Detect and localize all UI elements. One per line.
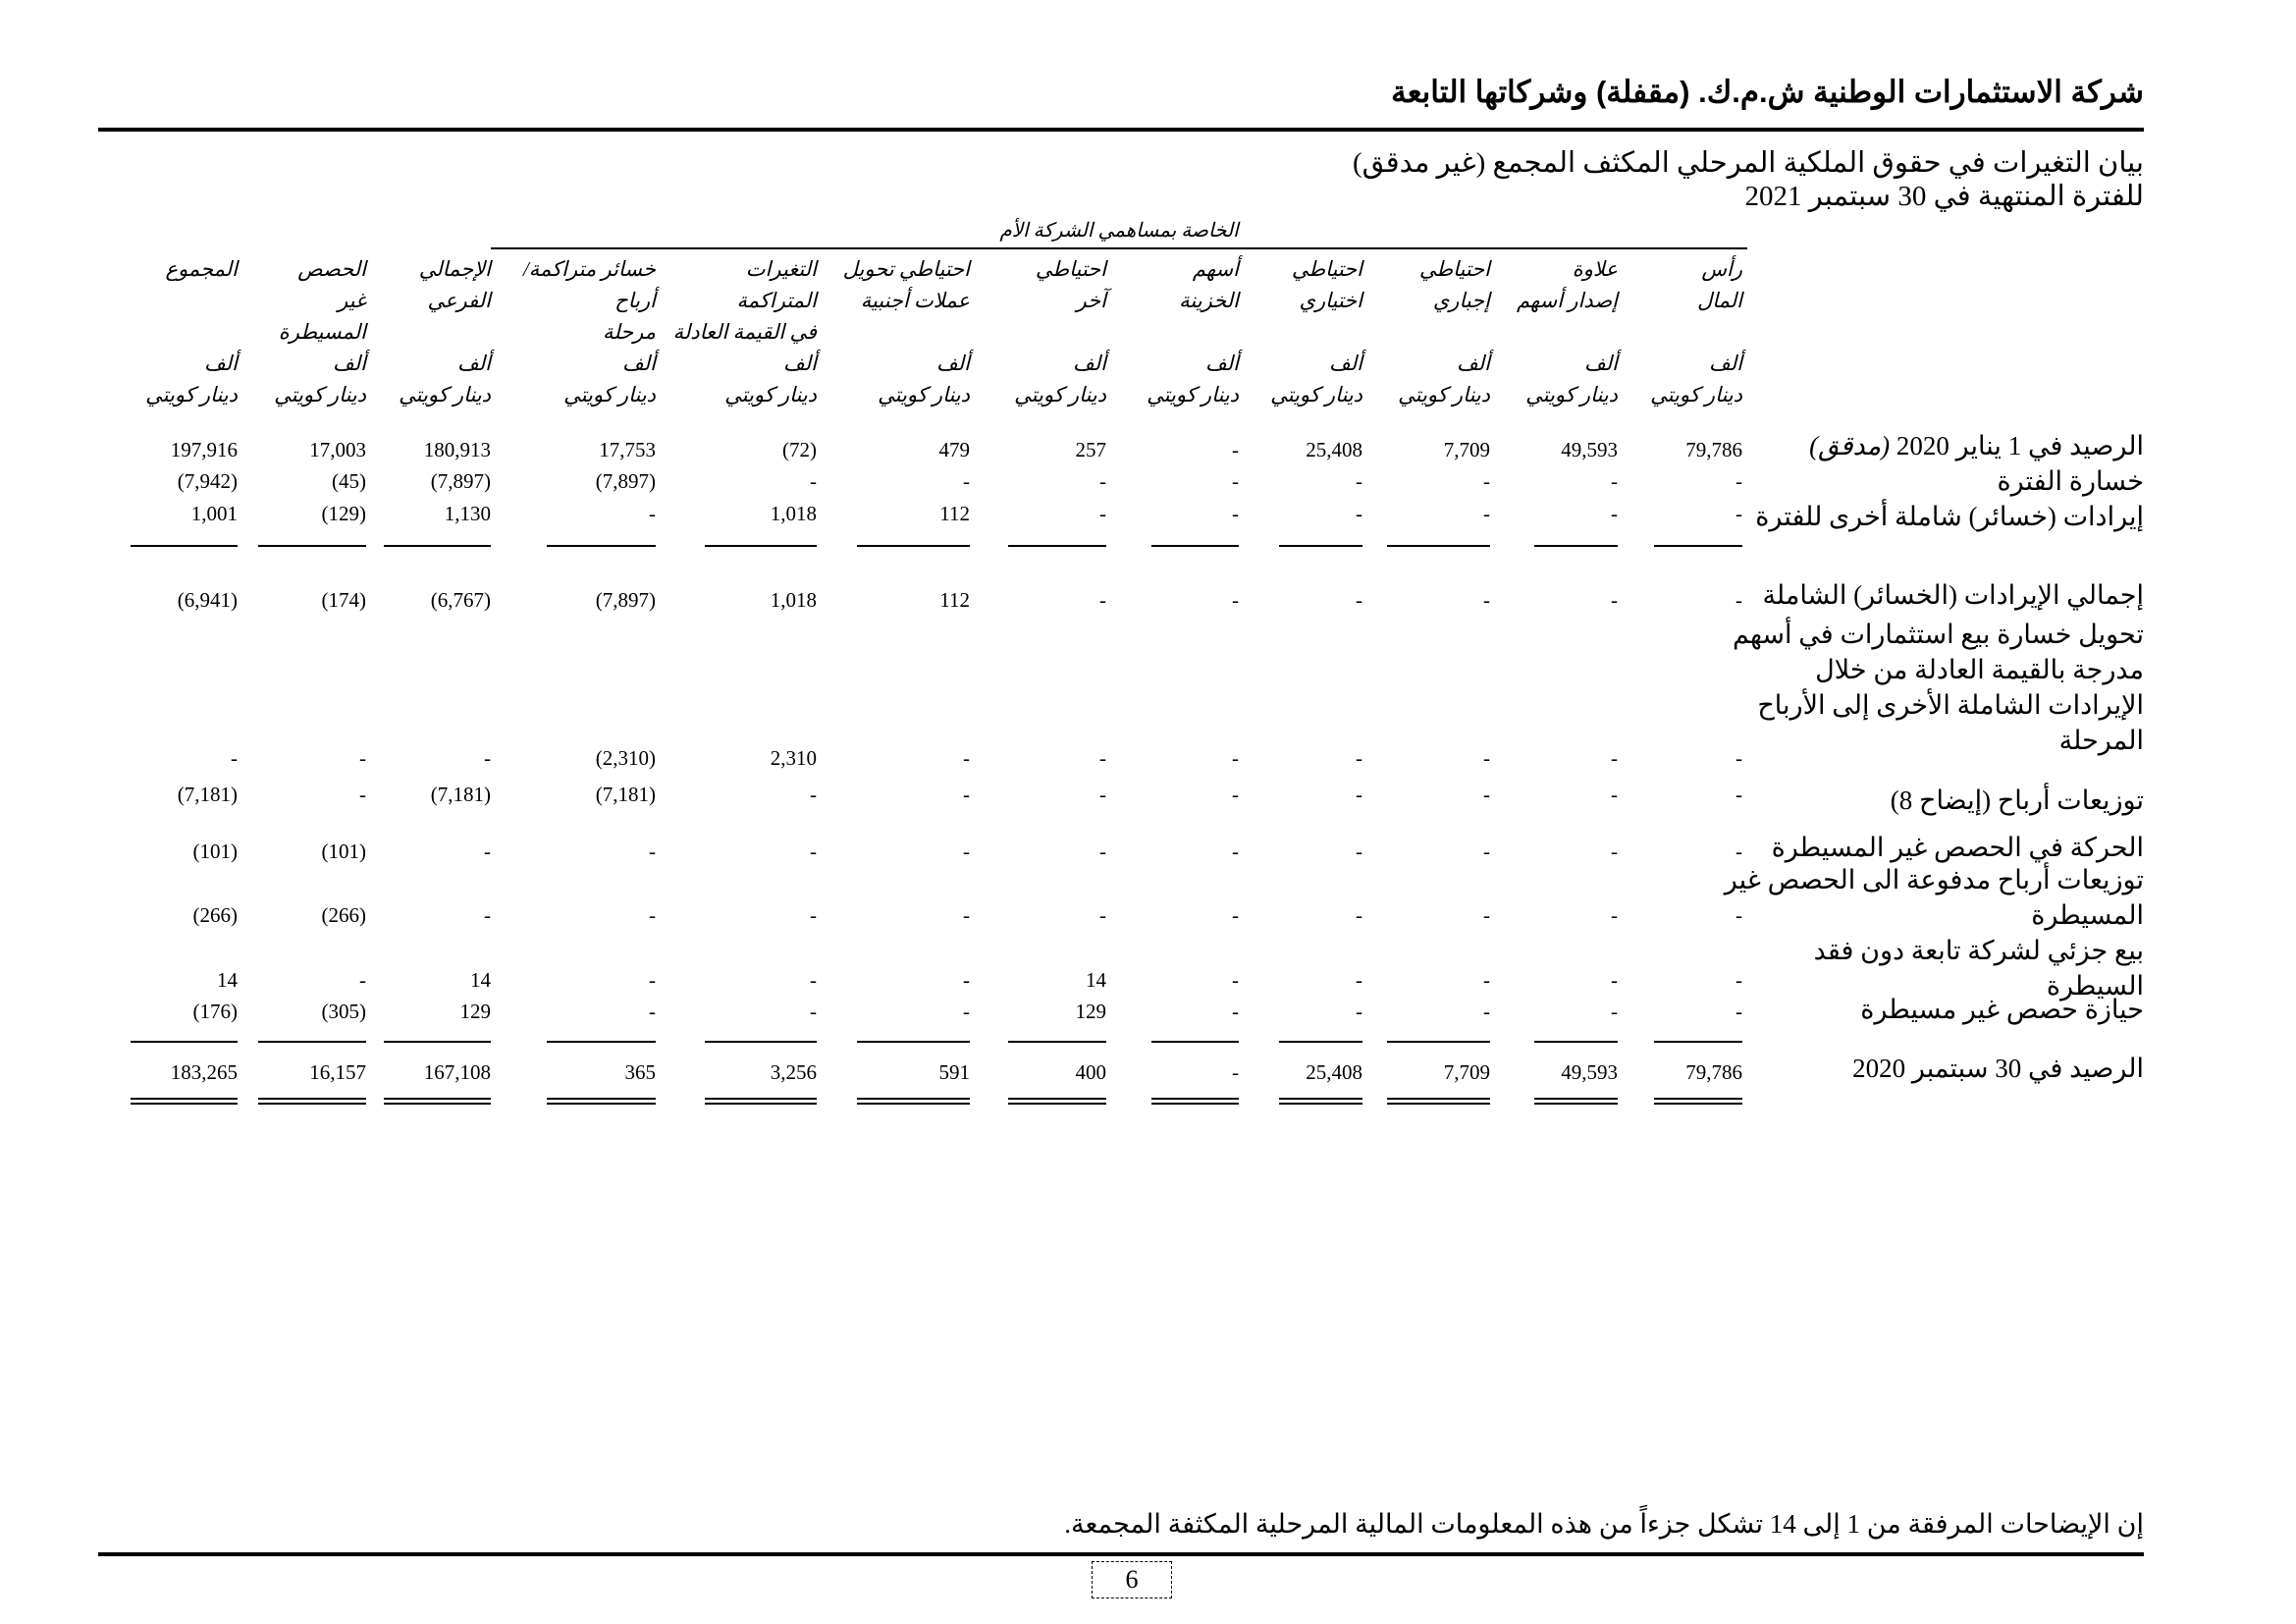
table-cell: - (1356, 839, 1362, 863)
column-currency: دينار كويتي (563, 383, 656, 406)
table-cell: - (1483, 746, 1490, 770)
table-cell: 14 (1086, 968, 1106, 992)
table-cell: - (963, 968, 970, 992)
table-cell: - (1232, 968, 1239, 992)
table-cell: - (1611, 1000, 1618, 1023)
table-cell: - (484, 839, 491, 863)
table-cell: (101) (321, 839, 366, 863)
table-cell: (7,897) (595, 469, 656, 493)
subtotal-rule (1151, 1041, 1239, 1043)
column-header-name (399, 253, 491, 348)
total-double-rule (258, 1098, 366, 1105)
subtotal-rule (1387, 1041, 1490, 1043)
subtotal-rule (705, 545, 817, 547)
row-label-text: توزيعات أرباح (إيضاح 8) (1890, 785, 2144, 815)
column-header-name-line: الحصص (297, 257, 366, 281)
table-cell: - (1611, 903, 1618, 927)
table-cell: - (1356, 588, 1362, 612)
column-header-name-line: احتياطي تحويل (842, 257, 970, 281)
column-unit: ألف (204, 352, 238, 375)
table-cell: - (649, 502, 656, 525)
table-cell: (7,897) (595, 588, 656, 612)
column-header-name (1014, 253, 1106, 348)
column-header-name-line: مرحلة (602, 320, 656, 344)
subtotal-rule (1534, 1041, 1618, 1043)
column-header-name (274, 253, 366, 348)
table-cell: - (810, 469, 817, 493)
table-cell: 1,001 (190, 502, 238, 525)
table-cell: - (810, 1000, 817, 1023)
column-header-name (1517, 253, 1618, 348)
subtotal-rule (1534, 545, 1618, 547)
table-cell: - (1611, 746, 1618, 770)
column-header (1650, 253, 1742, 410)
table-cell: - (1232, 839, 1239, 863)
table-cell: - (1232, 903, 1239, 927)
table-cell: - (1232, 1000, 1239, 1023)
table-cell: - (1356, 469, 1362, 493)
row-label-text: الرصيد في 30 سبتمبر 2020 (1852, 1054, 2144, 1083)
table-cell: - (1611, 588, 1618, 612)
row-label-text: الحركة في الحصص غير المسيطرة (1771, 833, 2144, 862)
table-cell: - (1483, 588, 1490, 612)
table-cell: (7,181) (430, 783, 491, 806)
table-cell: - (1232, 783, 1239, 806)
row-label (1722, 1051, 2144, 1086)
column-header-name-line: المسيطرة (278, 320, 366, 344)
subtotal-rule (1279, 1041, 1362, 1043)
table-cell: 1,018 (770, 588, 817, 612)
column-header-name (673, 253, 817, 348)
column-header-name-line: الخزينة (1179, 289, 1239, 312)
table-cell: (7,181) (177, 783, 238, 806)
subtotal-rule (1151, 545, 1239, 547)
subtotal-rule (857, 1041, 970, 1043)
subtotal-rule (1008, 1041, 1106, 1043)
table-cell: - (1099, 469, 1106, 493)
column-unit: ألف (783, 352, 817, 375)
row-label (1722, 428, 2144, 463)
column-header-name-line: أسهم (1192, 257, 1239, 281)
total-double-rule (1008, 1098, 1106, 1105)
table-cell: - (1356, 783, 1362, 806)
row-label-text: خسارة الفترة (1997, 466, 2144, 496)
table-cell: - (1099, 839, 1106, 863)
total-double-rule (1534, 1098, 1618, 1105)
company-title: شركة الاستثمارات الوطنية ش.م.ك. (مقفلة) وشركاتها التابعة (1391, 75, 2144, 109)
row-label (1722, 783, 2144, 818)
column-currency: دينار كويتي (274, 383, 366, 406)
row-label-text: إجمالي الإيرادات (الخسائر) الشاملة (1762, 580, 2144, 610)
table-cell: - (1483, 783, 1490, 806)
table-cell: 112 (939, 588, 970, 612)
table-cell: (7,181) (595, 783, 656, 806)
column-header-name-line: الفرعي (427, 289, 491, 312)
row-label-text: توزيعات أرباح مدفوعة الى الحصص غير المسيطرة (1724, 865, 2144, 930)
table-cell: - (649, 903, 656, 927)
table-cell: 180,913 (423, 438, 491, 461)
subtotal-rule (384, 1041, 491, 1043)
table-cell: (6,941) (177, 588, 238, 612)
page-number: 6 (1092, 1561, 1172, 1598)
column-header (145, 253, 238, 410)
table-cell: - (1232, 438, 1239, 461)
subtotal-rule (1387, 545, 1490, 547)
footer-rule (98, 1552, 2144, 1556)
column-currency: دينار كويتي (1014, 383, 1106, 406)
table-cell: 129 (459, 1000, 491, 1023)
subtotal-rule (258, 545, 366, 547)
column-header-name-line: احتياطي (1418, 257, 1490, 281)
column-header-name-line: اختياري (1299, 289, 1362, 312)
column-currency: دينار كويتي (399, 383, 491, 406)
table-cell: 1,130 (444, 502, 491, 525)
table-cell: - (359, 968, 366, 992)
column-header (1147, 253, 1239, 410)
table-cell: 17,753 (599, 438, 656, 461)
total-double-rule (547, 1098, 656, 1105)
table-cell: - (963, 1000, 970, 1023)
row-label (1722, 830, 2144, 865)
table-cell: (174) (321, 588, 366, 612)
column-currency: دينار كويتي (724, 383, 817, 406)
table-cell: - (359, 746, 366, 770)
table-cell: (176) (192, 1000, 238, 1023)
row-label-text: بيع جزئي لشركة تابعة دون فقد السيطرة (1813, 936, 2144, 1001)
table-cell: (266) (192, 903, 238, 927)
column-unit: ألف (1584, 352, 1618, 375)
table-cell: - (359, 783, 366, 806)
total-double-rule (131, 1098, 238, 1105)
table-cell: 183,265 (170, 1060, 238, 1084)
table-cell: 49,593 (1561, 438, 1618, 461)
row-label-text: حيازة حصص غير مسيطرة (1860, 995, 2144, 1024)
subtotal-rule (384, 545, 491, 547)
table-cell: (72) (782, 438, 817, 461)
column-header (274, 253, 366, 410)
table-cell: - (1356, 502, 1362, 525)
row-label-text: تحويل خسارة بيع استثمارات في أسهم مدرجة بالقيمة العادلة من خلال الإيرادات الشاملة الأخرى إلى الأرباح المرحلة (1733, 620, 2144, 755)
table-cell: - (1735, 588, 1742, 612)
subtotal-rule (547, 545, 656, 547)
column-currency: دينار كويتي (1650, 383, 1742, 406)
table-cell: - (649, 1000, 656, 1023)
table-cell: 2,310 (770, 746, 817, 770)
table-cell: - (649, 839, 656, 863)
table-cell: (305) (321, 1000, 366, 1023)
table-cell: 14 (217, 968, 238, 992)
column-header-name-line: رأس (1701, 257, 1742, 281)
table-cell: 49,593 (1561, 1060, 1618, 1084)
table-cell: - (810, 968, 817, 992)
table-cell: 400 (1075, 1060, 1106, 1084)
column-header (1398, 253, 1490, 410)
column-header-name-line: الإجمالي (418, 257, 491, 281)
table-cell: 1,018 (770, 502, 817, 525)
table-cell: (129) (321, 502, 366, 525)
row-label-text: الرصيد في 1 يناير 2020 (1896, 431, 2144, 460)
table-cell: - (1735, 968, 1742, 992)
column-header (399, 253, 491, 410)
table-cell: - (1232, 746, 1239, 770)
subtotal-rule (258, 1041, 366, 1043)
table-cell: 129 (1075, 1000, 1106, 1023)
column-header-name-line: إصدار أسهم (1516, 289, 1618, 312)
total-double-rule (384, 1098, 491, 1105)
table-cell: (266) (321, 903, 366, 927)
subtotal-rule (1008, 545, 1106, 547)
table-cell: - (1735, 903, 1742, 927)
table-cell: - (231, 746, 238, 770)
table-cell: - (963, 903, 970, 927)
column-header-name-line: المجموع (165, 257, 238, 281)
table-cell: - (1232, 1060, 1239, 1084)
table-cell: 17,003 (309, 438, 366, 461)
column-header-name-line: آخر (1076, 289, 1106, 312)
table-cell: - (1356, 1000, 1362, 1023)
table-cell: - (1232, 502, 1239, 525)
column-header-name-line: احتياطي (1035, 257, 1106, 281)
column-header-name (843, 253, 970, 348)
table-cell: - (1611, 469, 1618, 493)
table-cell: - (1735, 1000, 1742, 1023)
table-cell: - (1483, 968, 1490, 992)
column-header-name (523, 253, 656, 348)
header-rule (98, 128, 2144, 132)
table-cell: 257 (1075, 438, 1106, 461)
table-cell: - (1611, 968, 1618, 992)
table-cell: - (1356, 968, 1362, 992)
row-label-text: إيرادات (خسائر) شاملة أخرى للفترة (1755, 502, 2144, 531)
table-cell: (2,310) (595, 746, 656, 770)
table-cell: - (1735, 502, 1742, 525)
column-unit: ألف (1457, 352, 1490, 375)
total-double-rule (1654, 1098, 1742, 1105)
subtotal-rule (1654, 1041, 1742, 1043)
table-cell: - (484, 903, 491, 927)
row-label (1722, 577, 2144, 613)
table-cell: - (1099, 903, 1106, 927)
column-header (843, 253, 970, 410)
total-double-rule (857, 1098, 970, 1105)
table-cell: - (1611, 783, 1618, 806)
table-cell: - (963, 839, 970, 863)
table-cell: (45) (332, 469, 366, 493)
table-cell: 16,157 (309, 1060, 366, 1084)
column-header-name-line: التغيرات (745, 257, 817, 281)
table-cell: (6,767) (430, 588, 491, 612)
column-unit: ألف (1329, 352, 1362, 375)
row-label (1722, 862, 2144, 933)
total-double-rule (1151, 1098, 1239, 1105)
column-unit: ألف (1205, 352, 1239, 375)
footnote: إن الإيضاحات المرفقة من 1 إلى 14 تشكل جزءاً من هذه المعلومات المالية المرحلية المكثفة المجمعة. (1064, 1509, 2144, 1539)
table-cell: 591 (938, 1060, 970, 1084)
row-label (1722, 617, 2144, 758)
subtotal-rule (131, 1041, 238, 1043)
column-header (1517, 253, 1618, 410)
row-label (1722, 463, 2144, 499)
table-cell: 25,408 (1306, 1060, 1362, 1084)
table-cell: - (1483, 469, 1490, 493)
table-cell: - (1356, 903, 1362, 927)
table-cell: - (810, 783, 817, 806)
subtotal-rule (705, 1041, 817, 1043)
table-cell: - (1232, 469, 1239, 493)
table-cell: - (1735, 746, 1742, 770)
column-header-name-line: أرباح (614, 289, 656, 312)
total-double-rule (705, 1098, 817, 1105)
column-currency: دينار كويتي (145, 383, 238, 406)
statement-title: بيان التغيرات في حقوق الملكية المرحلي المكثف المجمع (غير مدقق) (1352, 147, 2144, 179)
table-cell: - (1483, 1000, 1490, 1023)
table-cell: - (1099, 588, 1106, 612)
column-header-name-line: علاوة (1572, 257, 1618, 281)
table-cell: - (1099, 783, 1106, 806)
table-cell: 479 (938, 438, 970, 461)
table-cell: - (1099, 502, 1106, 525)
column-currency: دينار كويتي (878, 383, 970, 406)
column-header-name (145, 253, 238, 348)
table-cell: - (1356, 746, 1362, 770)
column-header (1270, 253, 1362, 410)
table-cell: - (1611, 502, 1618, 525)
row-label (1722, 992, 2144, 1027)
table-cell: - (963, 746, 970, 770)
column-unit: ألف (333, 352, 366, 375)
table-cell: - (649, 968, 656, 992)
column-header-name (1650, 253, 1742, 348)
column-unit: ألف (1709, 352, 1742, 375)
column-currency: دينار كويتي (1270, 383, 1362, 406)
column-unit: ألف (936, 352, 970, 375)
table-cell: 3,256 (770, 1060, 817, 1084)
table-cell: - (810, 839, 817, 863)
table-cell: - (1232, 588, 1239, 612)
column-header-name-line: خسائر متراكمة/ (522, 257, 656, 281)
table-cell: - (810, 903, 817, 927)
table-cell: - (1483, 903, 1490, 927)
column-header (673, 253, 817, 410)
column-header (523, 253, 656, 410)
column-unit: ألف (457, 352, 491, 375)
column-unit: ألف (1073, 352, 1106, 375)
table-cell: - (1735, 469, 1742, 493)
column-currency: دينار كويتي (1147, 383, 1239, 406)
row-label (1722, 499, 2144, 534)
column-currency: دينار كويتي (1398, 383, 1490, 406)
table-cell: (101) (192, 839, 238, 863)
total-double-rule (1387, 1098, 1490, 1105)
table-cell: (7,897) (430, 469, 491, 493)
column-header (1014, 253, 1106, 410)
table-cell: - (1735, 783, 1742, 806)
subtotal-rule (1279, 545, 1362, 547)
table-cell: 79,786 (1685, 1060, 1742, 1084)
column-header-name-line: المال (1696, 289, 1742, 312)
subtotal-rule (1654, 545, 1742, 547)
subtotal-rule (857, 545, 970, 547)
column-header-name-line: عملات أجنبية (860, 289, 970, 312)
table-cell: - (1735, 839, 1742, 863)
table-cell: 197,916 (170, 438, 238, 461)
table-cell: 112 (939, 502, 970, 525)
group-header-line (491, 247, 1747, 249)
table-cell: 167,108 (423, 1060, 491, 1084)
table-cell: - (1483, 839, 1490, 863)
table-cell: - (484, 746, 491, 770)
table-cell: 365 (624, 1060, 656, 1084)
column-header-name (1398, 253, 1490, 348)
table-cell: 25,408 (1306, 438, 1362, 461)
subtotal-rule (131, 545, 238, 547)
table-cell: 7,709 (1443, 438, 1490, 461)
group-header: الخاصة بمساهمي الشركة الأم (999, 220, 1239, 242)
period-subtitle: للفترة المنتهية في 30 سبتمبر 2021 (1744, 181, 2144, 212)
total-double-rule (1279, 1098, 1362, 1105)
row-label-note: (مدقق) (1809, 431, 1891, 460)
table-cell: - (1611, 839, 1618, 863)
column-header-name-line: غير (338, 289, 366, 312)
column-header-name-line: المتراكمة (736, 289, 817, 312)
table-cell: - (1099, 746, 1106, 770)
column-currency: دينار كويتي (1525, 383, 1618, 406)
column-header-name-line: احتياطي (1291, 257, 1362, 281)
column-header-name-line: في القيمة العادلة (672, 320, 817, 344)
table-cell: 7,709 (1443, 1060, 1490, 1084)
column-header-name (1147, 253, 1239, 348)
table-cell: - (963, 469, 970, 493)
table-cell: - (1483, 502, 1490, 525)
subtotal-rule (547, 1041, 656, 1043)
table-cell: 14 (470, 968, 491, 992)
column-unit: ألف (622, 352, 656, 375)
table-cell: - (963, 783, 970, 806)
table-cell: (7,942) (177, 469, 238, 493)
table-cell: 79,786 (1685, 438, 1742, 461)
column-header-name (1270, 253, 1362, 348)
column-header-name-line: إجباري (1432, 289, 1490, 312)
